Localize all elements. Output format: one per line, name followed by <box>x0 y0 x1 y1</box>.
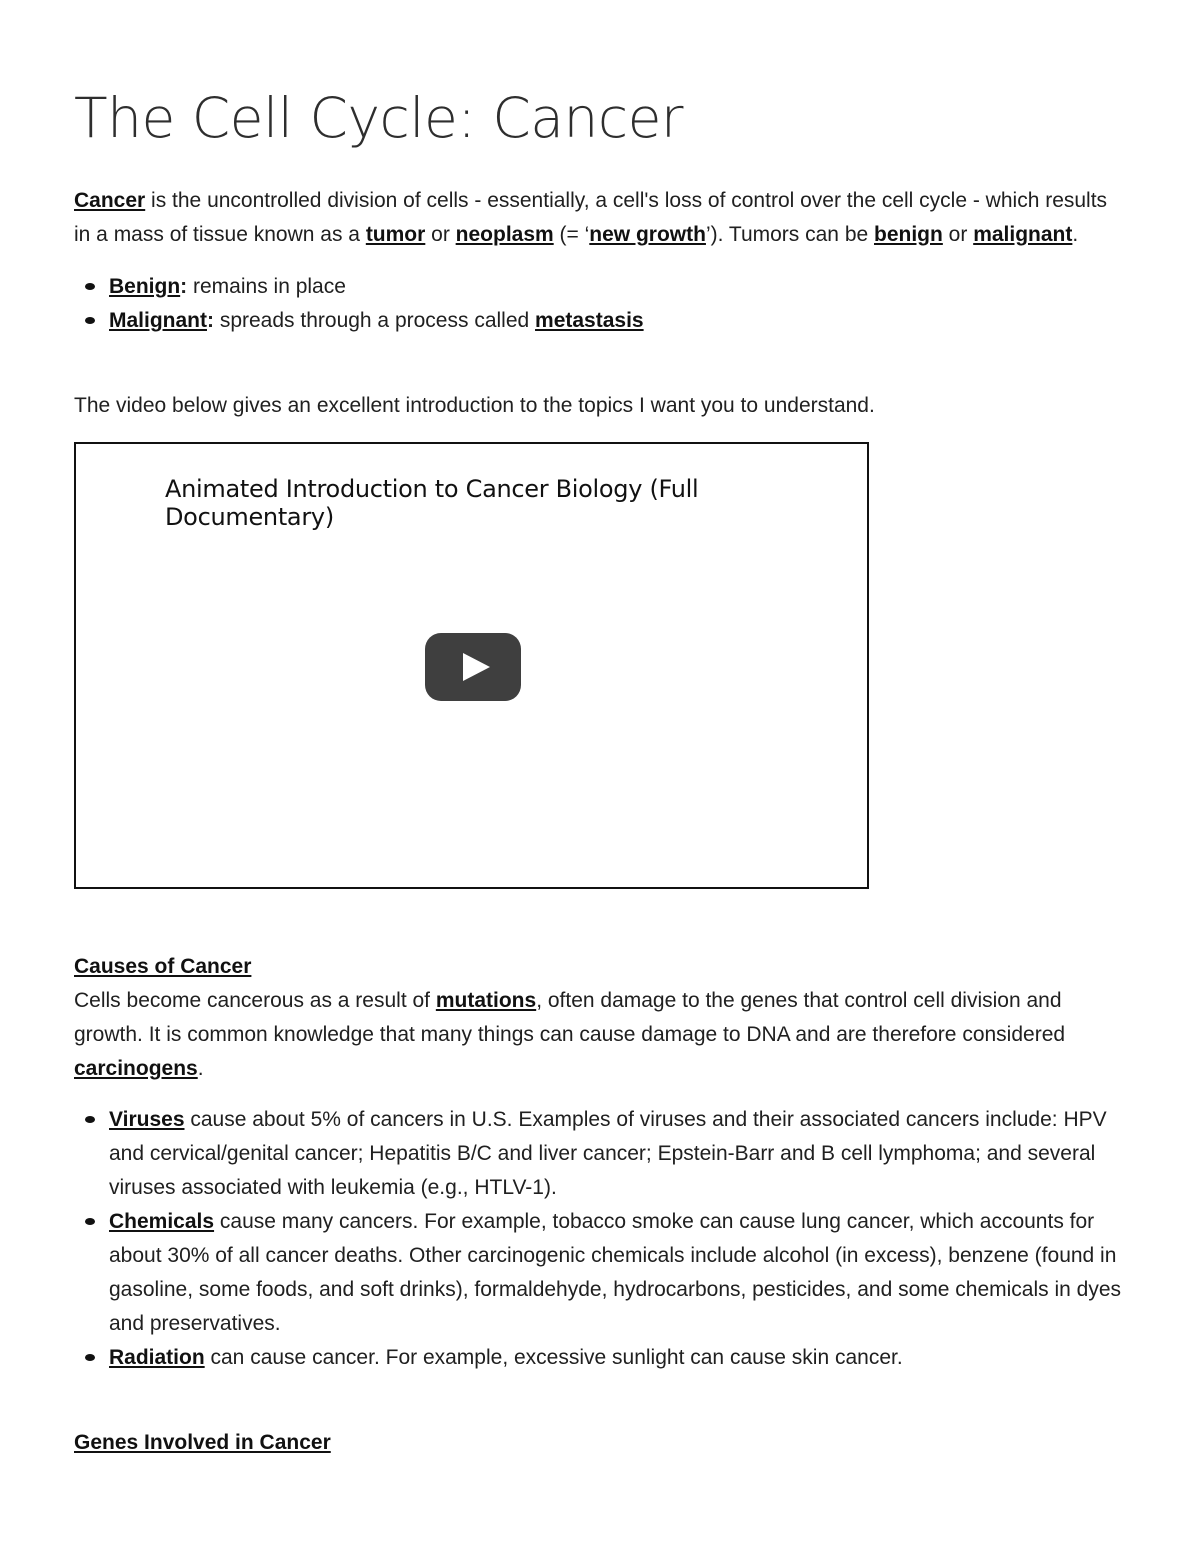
list-item: Viruses cause about 5% of cancers in U.S. Examples of viruses and their associated cancers include: HPV and cervical/genital cancer; Hepatitis B/C and liver cancer; Epstein-Barr and B cell lymphoma; and several viruses associated with leukemia (e.g., HTLV-1). <box>109 1103 1126 1205</box>
causes-paragraph: Cells become cancerous as a result of mutations, often damage to the genes that control cell division and growth. It is common knowledge that many things can cause damage to DNA and are therefore considered carcinogens. <box>74 989 1066 1080</box>
term-neoplasm: neoplasm <box>455 223 554 246</box>
list-item: Radiation can cause cancer. For example, excessive sunlight can cause skin cancer. <box>109 1341 1126 1375</box>
list-item: Benign: remains in place <box>109 270 1126 304</box>
list-item: Chemicals cause many cancers. For example, tobacco smoke can cause lung cancer, which accounts for about 30% of all cancer deaths. Other carcinogenic chemicals include alcohol (in excess), benzene (found in gasoline, some foods, and soft drinks), formaldehyde, hydrocarbons, pesticides, and some chemicals in dyes and preservatives. <box>109 1205 1126 1341</box>
term-chemicals: Chemicals <box>109 1210 215 1233</box>
page-title: The Cell Cycle: Cancer <box>74 86 684 150</box>
term-tumor: tumor <box>365 223 426 246</box>
list-item: Malignant: spreads through a process called metastasis <box>109 304 1126 338</box>
video-title[interactable]: Animated Introduction to Cancer Biology (Full Documentary) <box>165 475 699 531</box>
term-radiation: Radiation <box>109 1346 205 1369</box>
term-carcinogens: carcinogens <box>74 1057 198 1080</box>
term-malignant: malignant <box>973 223 1073 246</box>
term-viruses: Viruses <box>109 1108 185 1131</box>
tumor-types-list <box>74 270 1126 338</box>
play-button-icon[interactable] <box>425 633 521 701</box>
term-benign-item: Benign <box>109 275 181 298</box>
causes-list <box>74 1103 1126 1375</box>
term-cancer: Cancer <box>74 189 146 212</box>
term-new-growth: new growth <box>589 223 706 246</box>
term-malignant-item: Malignant <box>109 309 207 332</box>
term-metastasis: metastasis <box>535 309 644 332</box>
term-benign: benign <box>874 223 943 246</box>
video-embed[interactable] <box>74 442 869 889</box>
genes-heading: Genes Involved in Cancer <box>74 1431 331 1454</box>
video-note: The video below gives an excellent introduction to the topics I want you to understand. <box>74 394 875 417</box>
intro-paragraph: Cancer is the uncontrolled division of cells - essentially, a cell's loss of control over the cell cycle - which results in a mass of tissue known as a tumor or neoplasm (= ‘new growth’). Tumors can be benign or malignant. <box>74 189 1108 246</box>
causes-heading: Causes of Cancer <box>74 955 252 978</box>
term-mutations: mutations <box>435 989 537 1012</box>
document <box>74 84 1126 1460</box>
